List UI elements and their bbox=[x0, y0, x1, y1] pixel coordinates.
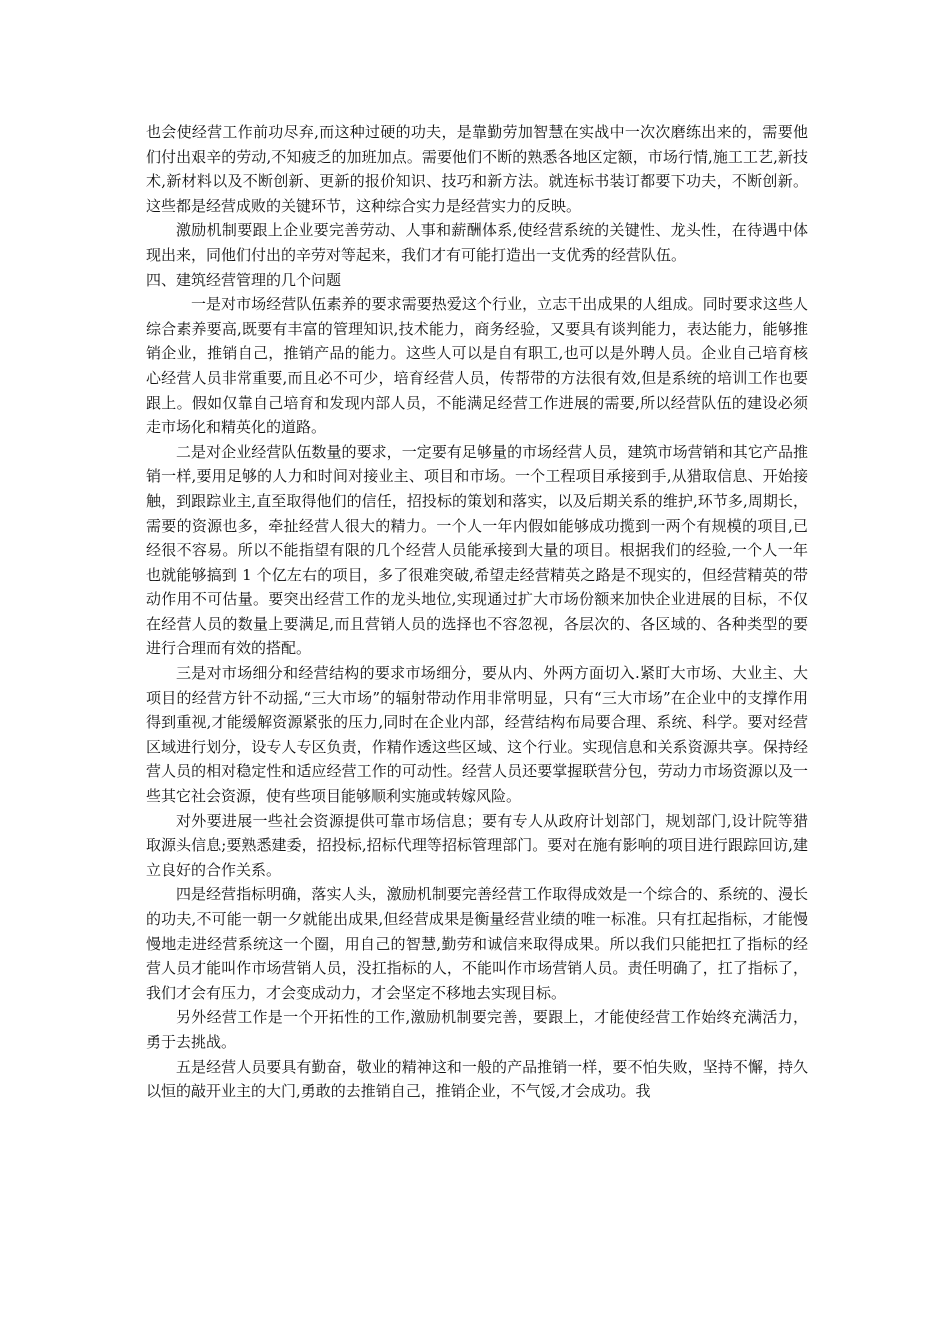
document-page bbox=[146, 120, 808, 1104]
paragraph-point-2: 二是对企业经营队伍数量的要求，一定要有足够量的市场经营人员，建筑市场营销和其它产品推销一样,要用足够的人力和时间对接业主、项目和市场。一个工程项目承接到手,从猎取信息、开始接触，到跟踪业主,直至取得他们的信任，招投标的策划和落实，以及后期关系的维护,环节多,周期长，需要的资源也多，牵扯经营人很大的精力。一个人一年内假如能够成功揽到一两个有规模的项目,已经很不容易。所以不能指望有限的几个经营人员能承接到大量的项目。根据我们的经验,一个人一年也就能够搞到 1 个亿左右的项目，多了很难突破,希望走经营精英之路是不现实的，但经营精英的带动作用不可估量。要突出经营工作的龙头地位,实现通过扩大市场份额来加快企业进展的目标，不仅在经营人员的数量上要满足,而且营销人员的选择也不容忽视，各层次的、各区域的、各种类型的要进行合理而有效的搭配。 bbox=[146, 442, 808, 658]
section-heading: 四、建筑经营管理的几个问题 bbox=[146, 270, 342, 289]
paragraph-continued: 也会使经营工作前功尽弃,而这种过硬的功夫，是靠勤劳加智慧在实战中一次次磨练出来的，需要他们付出艰辛的劳动,不知疲乏的加班加点。需要他们不断的熟悉各地区定额，市场行情,施工工艺,新技术,新材料以及不断创新、更新的报价知识、技巧和新方法。就连标书装订都要下功夫，不断创新。这些都是经营成败的关键环节，这种综合实力是经营实力的反映。 bbox=[146, 123, 808, 215]
paragraph-external: 对外要进展一些社会资源提供可靠市场信息；要有专人从政府计划部门，规划部门,设计院等猎取源头信息;要熟悉建委，招投标,招标代理等招标管理部门。要对在施有影响的项目进行跟踪回访,建立良好的合作关系。 bbox=[146, 811, 808, 879]
paragraph-incentive: 激励机制要跟上企业要完善劳动、人事和薪酬体系,使经营系统的关键性、龙头性，在待遇中体现出来，同他们付出的辛劳对等起来，我们才有可能打造出一支优秀的经营队伍。 bbox=[146, 221, 808, 264]
paragraph-point-4: 四是经营指标明确，落实人头，激励机制要完善经营工作取得成效是一个综合的、系统的、漫长的功夫,不可能一朝一夕就能出成果,但经营成果是衡量经营业绩的唯一标准。只有扛起指标，才能慢慢地走进经营系统这一个圈，用自己的智慧,勤劳和诚信来取得成果。所以我们只能把扛了指标的经营人员才能叫作市场营销人员，没扛指标的人，不能叫作市场营销人员。责任明确了，扛了指标了，我们才会有压力，才会变成动力，才会坚定不移地去实现目标。 bbox=[146, 885, 808, 1002]
paragraph-point-3: 三是对市场细分和经营结构的要求市场细分，要从内、外两方面切入.紧盯大市场、大业主、大项目的经营方针不动摇,“三大市场”的辐射带动作用非常明显，只有“三大市场”在企业中的支撑作用得到重视,才能缓解资源紧张的压力,同时在企业内部，经营结构布局要合理、系统、科学。要对经营区域进行划分，设专人专区负责，作精作透这些区域、这个行业。实现信息和关系资源共享。保持经营人员的相对稳定性和适应经营工作的可动性。经营人员还要掌握联营分包，劳动力市场资源以及一些其它社会资源，使有些项目能够顺利实施或转嫁风险。 bbox=[146, 664, 808, 806]
paragraph-additional: 另外经营工作是一个开拓性的工作,激励机制要完善，要跟上，才能使经营工作始终充满活力，勇于去挑战。 bbox=[146, 1008, 808, 1051]
paragraph-point-1: 一是对市场经营队伍素养的要求需要热爱这个行业，立志干出成果的人组成。同时要求这些人综合素养要高,既要有丰富的管理知识,技术能力，商务经验，又要具有谈判能力，表达能力，能够推销企业，推销自己，推销产品的能力。这些人可以是自有职工,也可以是外聘人员。企业自己培育核心经营人员非常重要,而且必不可少，培育经营人员，传帮带的方法很有效,但是系统的培训工作也要跟上。假如仅靠自己培育和发现内部人员，不能满足经营工作进展的需要,所以经营队伍的建设必须走市场化和精英化的道路。 bbox=[146, 295, 808, 437]
paragraph-point-5: 五是经营人员要具有勤奋，敬业的精神这和一般的产品推销一样，要不怕失败，坚持不懈，持久以恒的敲开业主的大门,勇敢的去推销自己，推销企业，不气馁,才会成功。我 bbox=[146, 1057, 808, 1101]
